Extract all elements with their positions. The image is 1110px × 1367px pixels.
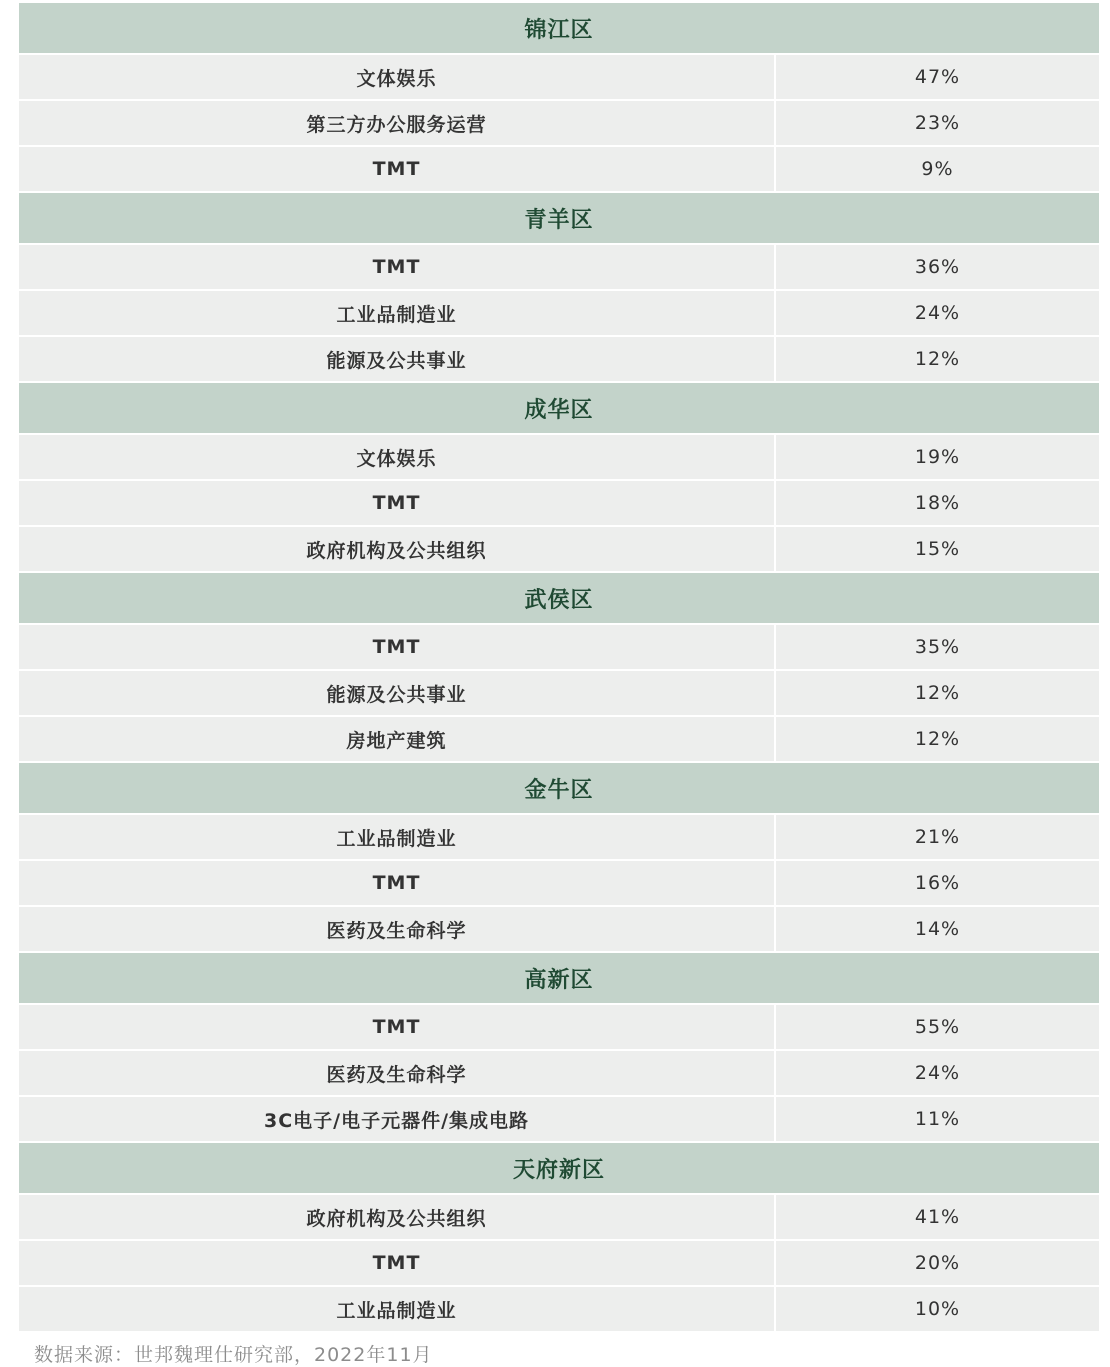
industry-cell: TMT — [19, 245, 774, 289]
share-cell: 24% — [776, 291, 1099, 335]
industry-cell: TMT — [19, 625, 774, 669]
share-cell: 12% — [776, 671, 1099, 715]
industry-cell: 文体娱乐 — [19, 55, 774, 99]
industry-cell: TMT — [19, 481, 774, 525]
industry-cell: 能源及公共事业 — [19, 671, 774, 715]
table-row — [19, 435, 1099, 479]
industry-cell: 第三方办公服务运营 — [19, 101, 774, 145]
table-row — [19, 625, 1099, 669]
industry-cell: 医药及生命科学 — [19, 907, 774, 951]
district-title: 金牛区 — [524, 777, 594, 803]
district-group — [19, 1143, 1099, 1331]
table-row — [19, 1195, 1099, 1239]
table-row — [19, 815, 1099, 859]
district-title: 成华区 — [524, 397, 594, 423]
district-title: 青羊区 — [524, 207, 594, 233]
district-group — [19, 573, 1099, 761]
district-title: 锦江区 — [524, 17, 594, 43]
table-row — [19, 1097, 1099, 1141]
share-cell: 23% — [776, 101, 1099, 145]
table-row — [19, 527, 1099, 571]
district-group — [19, 193, 1099, 381]
share-cell: 14% — [776, 907, 1099, 951]
table-row — [19, 861, 1099, 905]
district-group — [19, 3, 1099, 191]
share-cell: 19% — [776, 435, 1099, 479]
industry-cell: 3C电子/电子元器件/集成电路 — [19, 1097, 774, 1141]
share-cell: 9% — [776, 147, 1099, 191]
share-cell: 47% — [776, 55, 1099, 99]
share-cell: 41% — [776, 1195, 1099, 1239]
district-header — [19, 3, 1099, 53]
share-cell: 12% — [776, 717, 1099, 761]
table-row — [19, 1005, 1099, 1049]
district-header — [19, 383, 1099, 433]
table-row — [19, 1051, 1099, 1095]
district-group — [19, 383, 1099, 571]
share-cell: 55% — [776, 1005, 1099, 1049]
share-cell: 24% — [776, 1051, 1099, 1095]
source-note: 数据来源：世邦魏理仕研究部，2022年11月 — [34, 1344, 433, 1366]
industry-share-table — [19, 3, 1099, 1333]
district-header — [19, 953, 1099, 1003]
district-header — [19, 1143, 1099, 1193]
share-cell: 20% — [776, 1241, 1099, 1285]
share-cell: 16% — [776, 861, 1099, 905]
share-cell: 11% — [776, 1097, 1099, 1141]
table-row — [19, 907, 1099, 951]
table-row — [19, 147, 1099, 191]
industry-cell: 政府机构及公共组织 — [19, 527, 774, 571]
industry-cell: 医药及生命科学 — [19, 1051, 774, 1095]
industry-cell: 政府机构及公共组织 — [19, 1195, 774, 1239]
district-group — [19, 953, 1099, 1141]
share-cell: 35% — [776, 625, 1099, 669]
industry-cell: TMT — [19, 1005, 774, 1049]
table-row — [19, 671, 1099, 715]
table-row — [19, 1241, 1099, 1285]
district-title: 武侯区 — [524, 587, 594, 613]
industry-cell: 工业品制造业 — [19, 291, 774, 335]
table-row — [19, 291, 1099, 335]
industry-cell: 文体娱乐 — [19, 435, 774, 479]
industry-cell: 工业品制造业 — [19, 815, 774, 859]
share-cell: 15% — [776, 527, 1099, 571]
district-header — [19, 193, 1099, 243]
district-title: 高新区 — [524, 967, 594, 993]
share-cell: 18% — [776, 481, 1099, 525]
table-row — [19, 101, 1099, 145]
district-title: 天府新区 — [512, 1157, 605, 1183]
table-row — [19, 55, 1099, 99]
district-group — [19, 763, 1099, 951]
share-cell: 10% — [776, 1287, 1099, 1331]
table-row — [19, 245, 1099, 289]
share-cell: 21% — [776, 815, 1099, 859]
industry-cell: 房地产建筑 — [19, 717, 774, 761]
industry-cell: 能源及公共事业 — [19, 337, 774, 381]
table-row — [19, 1287, 1099, 1331]
industry-cell: TMT — [19, 147, 774, 191]
table-row — [19, 481, 1099, 525]
table-row — [19, 717, 1099, 761]
industry-cell: TMT — [19, 1241, 774, 1285]
district-header — [19, 573, 1099, 623]
share-cell: 36% — [776, 245, 1099, 289]
industry-cell: TMT — [19, 861, 774, 905]
table-row — [19, 337, 1099, 381]
share-cell: 12% — [776, 337, 1099, 381]
industry-cell: 工业品制造业 — [19, 1287, 774, 1331]
district-header — [19, 763, 1099, 813]
